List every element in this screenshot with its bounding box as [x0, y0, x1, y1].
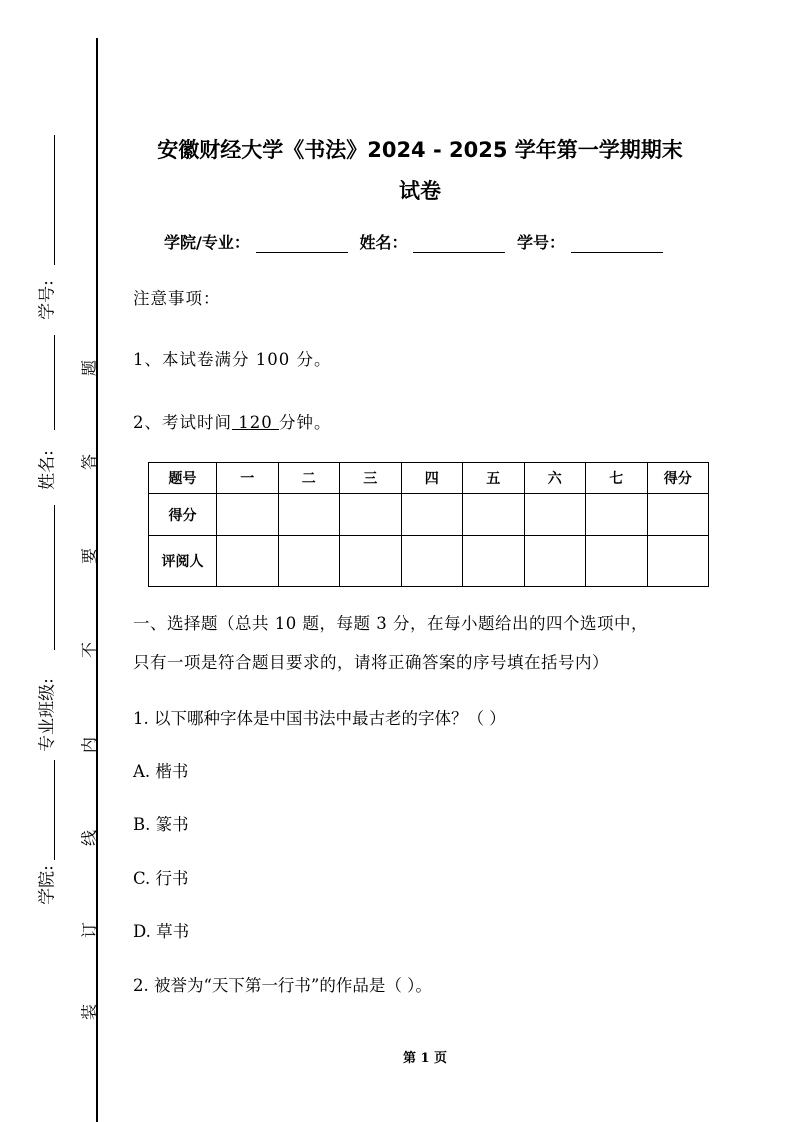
notes-heading: 注意事项： [133, 289, 221, 308]
seal-char: 要 [79, 547, 99, 565]
section-instructions: 一、选择题（总共 10 题，每题 3 分，在每小题给出的四个选项中， [133, 614, 648, 633]
seal-char: 不 [79, 641, 99, 659]
student-id-label: 学号: [37, 280, 58, 320]
note-item: 1、本试卷满分 100 分。 [133, 350, 332, 369]
score-cell [401, 494, 463, 536]
grader-cell [401, 536, 463, 587]
seal-char: 题 [79, 359, 99, 377]
exam-duration: 120 [232, 413, 279, 432]
question-stem: 2. 被誉为“天下第一行书”的作品是（ ）。 [133, 976, 432, 995]
page-number: 第 1 页 [402, 1051, 448, 1066]
score-cell [278, 494, 340, 536]
student-info-line [164, 230, 669, 253]
table-header: 二 [278, 463, 340, 494]
note-item [133, 409, 331, 433]
underline [54, 505, 55, 650]
seal-char: 内 [79, 736, 99, 754]
college-label: 学院: [37, 865, 58, 905]
table-row [149, 494, 709, 536]
option-b: B. 篆书 [133, 815, 189, 834]
score-cell [586, 494, 648, 536]
table-header: 得分 [647, 463, 709, 494]
student-id-label: 学号： [517, 233, 566, 252]
college-major-label: 学院/专业： [164, 233, 250, 252]
score-cell [217, 494, 279, 536]
table-header: 六 [524, 463, 586, 494]
college-major-field[interactable] [256, 236, 348, 253]
grader-cell [586, 536, 648, 587]
score-cell [340, 494, 402, 536]
score-cell [463, 494, 525, 536]
table-header: 一 [217, 463, 279, 494]
exam-title: 安徽财经大学《书法》2024 - 2025 学年第一学期期末 [157, 138, 683, 162]
table-header: 七 [586, 463, 648, 494]
table-header: 三 [340, 463, 402, 494]
table-header: 五 [463, 463, 525, 494]
underline [54, 760, 55, 860]
grader-cell [647, 536, 709, 587]
grader-cell [340, 536, 402, 587]
table-header: 题号 [149, 463, 217, 494]
score-cell [647, 494, 709, 536]
question-stem: 1. 以下哪种字体是中国书法中最古老的字体？（ ） [133, 709, 506, 728]
note-text: 分钟。 [278, 413, 332, 432]
seal-char: 答 [79, 453, 99, 471]
underline [54, 335, 55, 430]
grader-cell [463, 536, 525, 587]
section-instructions: 只有一项是符合题目要求的，请将正确答案的序号填在括号内） [133, 653, 609, 672]
row-label: 评阅人 [149, 536, 217, 587]
option-d: D. 草书 [133, 922, 190, 941]
grader-cell [278, 536, 340, 587]
seal-char: 订 [79, 921, 99, 939]
table-row [149, 536, 709, 587]
option-c: C. 行书 [133, 869, 189, 888]
seal-char: 装 [79, 1003, 99, 1021]
seal-char: 线 [79, 829, 99, 847]
name-field[interactable] [413, 236, 505, 253]
major-class-label: 专业班级: [37, 678, 58, 752]
note-text: 2、考试时间 [133, 413, 232, 432]
exam-title-line2: 试卷 [399, 179, 441, 203]
option-a: A. 楷书 [133, 762, 189, 781]
name-label: 姓名： [359, 233, 408, 252]
row-label: 得分 [149, 494, 217, 536]
name-label: 姓名: [37, 450, 58, 490]
score-cell [524, 494, 586, 536]
student-id-field[interactable] [571, 236, 663, 253]
table-header: 四 [401, 463, 463, 494]
grader-cell [524, 536, 586, 587]
score-table [148, 462, 709, 587]
grader-cell [217, 536, 279, 587]
